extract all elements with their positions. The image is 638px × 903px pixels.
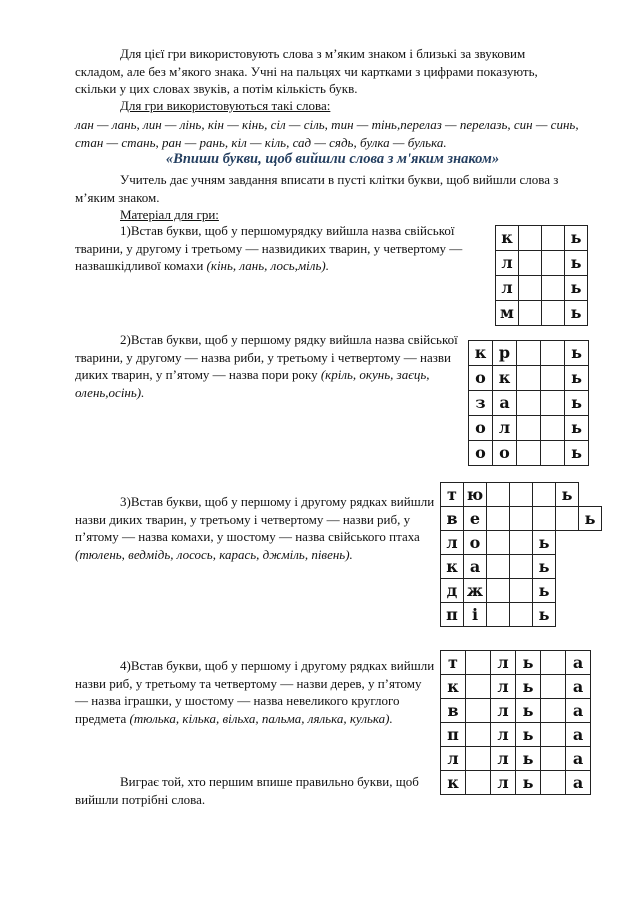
letter-cell: ь [565,251,588,276]
letter-cell: а [566,651,591,675]
empty-letter-cell[interactable] [541,651,566,675]
grid-spacer [556,531,579,555]
grid-row [441,531,602,555]
letter-cell: ю [464,483,487,507]
letter-cell: ь [516,723,541,747]
empty-letter-cell[interactable] [541,391,565,416]
letter-cell: ь [516,699,541,723]
letter-cell: ь [565,301,588,326]
letter-cell: ь [516,651,541,675]
grid-spacer [556,603,579,627]
letter-cell: о [469,441,493,466]
letter-cell: л [491,699,516,723]
empty-letter-cell[interactable] [510,507,533,531]
empty-letter-cell[interactable] [542,276,565,301]
grid-spacer [556,555,579,579]
grid-row [496,276,588,301]
material-heading: Матеріал для гри: [120,207,219,222]
letter-cell: л [441,531,464,555]
letter-cell: з [469,391,493,416]
empty-letter-cell[interactable] [510,603,533,627]
letter-cell: л [491,747,516,771]
letter-cell: л [491,651,516,675]
letter-cell: а [493,391,517,416]
grid-task-2 [468,340,589,466]
letter-cell: ь [516,747,541,771]
empty-letter-cell[interactable] [541,341,565,366]
empty-letter-cell[interactable] [487,555,510,579]
letter-cell: о [493,441,517,466]
letter-cell: е [464,507,487,531]
task-3-text [75,493,440,563]
grid-row [441,483,602,507]
empty-letter-cell[interactable] [541,441,565,466]
grid-row [441,675,591,699]
empty-letter-cell[interactable] [541,723,566,747]
letter-cell: л [491,675,516,699]
grid-row [469,366,589,391]
grid-row [441,507,602,531]
empty-letter-cell[interactable] [542,251,565,276]
grid-spacer [579,531,602,555]
letter-cell: а [566,675,591,699]
letter-cell: л [491,723,516,747]
letter-cell: в [441,507,464,531]
letter-cell: м [496,301,519,326]
empty-letter-cell[interactable] [541,771,566,795]
empty-letter-cell[interactable] [466,675,491,699]
letter-cell: л [441,747,466,771]
empty-letter-cell[interactable] [517,441,541,466]
grid-row [469,391,589,416]
task-4-text [75,657,435,727]
letter-cell: т [441,483,464,507]
empty-letter-cell[interactable] [510,579,533,603]
letter-cell: к [441,771,466,795]
task-2-answers: (кріль, окунь, заєць, олень,осінь). [75,367,430,400]
empty-letter-cell[interactable] [487,603,510,627]
task-1-answers: (кінь, лань, лось,міль). [206,258,329,273]
grid-row [441,723,591,747]
grid-spacer [579,555,602,579]
task-1-instructions: 1)Встав букви, щоб у першомурядку вийшла назва свійської тварини, у другому і третьому — назвидиких тварин, у четвертому — назвашкідливої комахи [75,223,463,273]
empty-letter-cell[interactable] [487,507,510,531]
empty-letter-cell[interactable] [519,276,542,301]
letter-cell: ь [565,226,588,251]
empty-letter-cell[interactable] [541,675,566,699]
letter-cell: д [441,579,464,603]
task-4-instructions: 4)Встав букви, щоб у першому і другому рядках вийшли назви риб, у третьому та четвертому — назви дерев, у п’ятому — назва іграшки, у шостому — назва невеликого круглого предмета [75,658,435,726]
word-list-heading: Для гри використовуються такі слова: [120,98,331,113]
letter-cell: а [566,699,591,723]
letter-cell: к [493,366,517,391]
empty-letter-cell[interactable] [510,555,533,579]
letter-cell: л [496,276,519,301]
empty-letter-cell[interactable] [517,341,541,366]
empty-letter-cell[interactable] [517,416,541,441]
grid-row [441,555,602,579]
grid-spacer [579,603,602,627]
empty-letter-cell[interactable] [519,251,542,276]
letter-cell: в [441,699,466,723]
grid-row [441,771,591,795]
task-1-text [75,222,495,275]
grid-task-4 [440,650,591,795]
letter-cell: ь [565,276,588,301]
empty-letter-cell[interactable] [542,226,565,251]
empty-letter-cell[interactable] [533,483,556,507]
grid-row [496,301,588,326]
letter-cell: к [441,675,466,699]
letter-cell: т [441,651,466,675]
grid-row [496,226,588,251]
grid-spacer [556,579,579,603]
empty-letter-cell[interactable] [542,301,565,326]
task-3-answers: (тюлень, ведмідь, лосось, карась, джміль, півень). [75,546,353,562]
letter-cell: ь [579,507,602,531]
letter-cell: ь [556,483,579,507]
letter-cell: л [491,771,516,795]
grid-row [496,251,588,276]
letter-cell: ж [464,579,487,603]
letter-cell: а [566,771,591,795]
empty-letter-cell[interactable] [541,366,565,391]
grid-spacer [579,483,602,507]
task-2-instructions: 2)Встав букви, щоб у першому рядку вийшла назва свійської тварини, у другому — назва риби, у третьому і четвертому — назви диких тварин, у п’ятому — назва пори року [75,332,458,382]
empty-letter-cell[interactable] [519,226,542,251]
letter-cell: ь [565,416,589,441]
word-pairs: лан — лань, лин — лінь, кін — кінь, сіл — сіль, тин — тінь,перелаз — перелазь, син — синь, стан — стань, ран — рань, кіл — кіль, сад — сядь, булка — булька. [75,117,579,150]
empty-letter-cell[interactable] [533,507,556,531]
game-title: «Впиши букви, щоб вийшли слова з м'яким знаком» [165,151,500,167]
intro-paragraph: Для цієї гри використовують слова з м’яким знаком і близькі за звуковим складом, але без м’якого знака. Учні на пальцях чи картками з цифрами показують, скільки у цих словах звуків, а потім кількість букв. [75,46,538,96]
letter-cell: ь [565,391,589,416]
grid-row [469,441,589,466]
letter-cell: к [496,226,519,251]
letter-cell: р [493,341,517,366]
grid-row [469,341,589,366]
empty-letter-cell[interactable] [487,579,510,603]
empty-letter-cell[interactable] [487,483,510,507]
letter-cell: а [566,747,591,771]
grid-row [441,603,602,627]
empty-letter-cell[interactable] [541,747,566,771]
empty-letter-cell[interactable] [487,531,510,555]
letter-cell: о [469,416,493,441]
letter-cell: ь [533,555,556,579]
empty-letter-cell[interactable] [466,747,491,771]
letter-cell: а [566,723,591,747]
empty-letter-cell[interactable] [510,483,533,507]
letter-cell: о [469,366,493,391]
empty-letter-cell[interactable] [541,416,565,441]
grid-row [441,579,602,603]
empty-letter-cell[interactable] [556,507,579,531]
letter-cell: л [496,251,519,276]
grid-row [441,699,591,723]
letter-cell: і [464,603,487,627]
grid-row [441,747,591,771]
letter-cell: л [493,416,517,441]
letter-cell: ь [533,603,556,627]
empty-letter-cell[interactable] [466,651,491,675]
empty-letter-cell[interactable] [519,301,542,326]
letter-cell: ь [516,771,541,795]
grid-row [441,651,591,675]
winner-rule: Виграє той, хто першим впише правильно букви, щоб вийшли потрібні слова. [75,774,419,807]
empty-letter-cell[interactable] [466,771,491,795]
letter-cell: к [469,341,493,366]
letter-cell: к [441,555,464,579]
empty-letter-cell[interactable] [466,699,491,723]
teacher-description: Учитель дає учням завдання вписати в пусті клітки букви, щоб вийшли слова з м’яким знаком. [75,172,559,205]
empty-letter-cell[interactable] [517,391,541,416]
empty-letter-cell[interactable] [510,531,533,555]
letter-cell: п [441,603,464,627]
empty-letter-cell[interactable] [466,723,491,747]
grid-task-3 [440,482,602,627]
letter-cell: п [441,723,466,747]
task-3-instructions: 3)Встав букви, щоб у першому і другому рядках вийшли назви диких тварин, у третьому і четвертому — назви риб, у п’ятому — назва комахи, у шостому — назва свійського птаха [75,494,435,544]
grid-row [469,416,589,441]
letter-cell: ь [565,366,589,391]
task-2-text [75,331,465,401]
task-4-answers: (тюлька, кілька, вільха, пальма, лялька, кулька). [129,710,393,726]
letter-cell: ь [565,441,589,466]
letter-cell: а [464,555,487,579]
empty-letter-cell[interactable] [517,366,541,391]
grid-task-1 [495,225,588,326]
letter-cell: ь [533,579,556,603]
letter-cell: о [464,531,487,555]
letter-cell: ь [533,531,556,555]
grid-spacer [579,579,602,603]
letter-cell: ь [565,341,589,366]
letter-cell: ь [516,675,541,699]
empty-letter-cell[interactable] [541,699,566,723]
